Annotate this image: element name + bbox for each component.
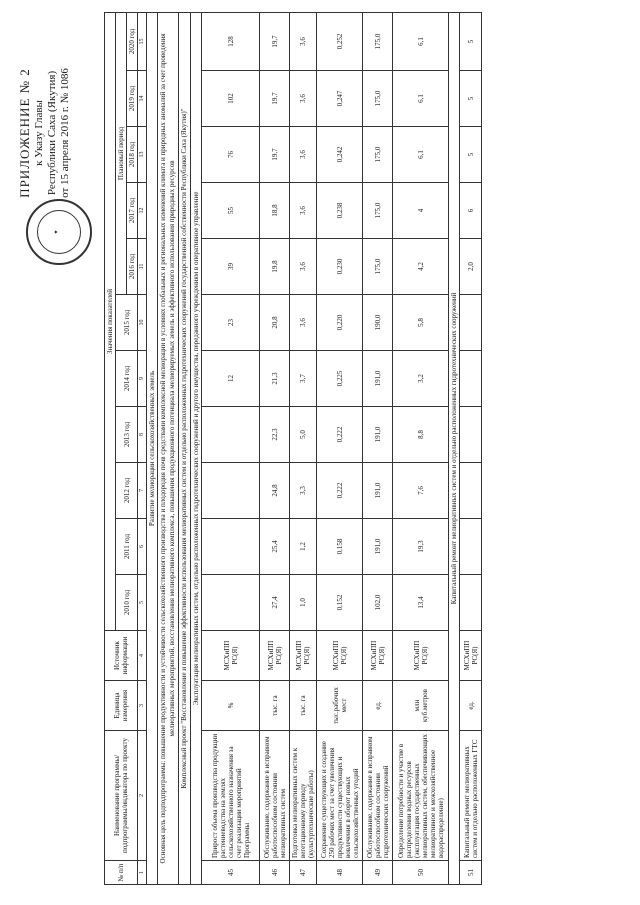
row-num: 47 bbox=[290, 861, 317, 885]
col-number: 11 bbox=[138, 239, 147, 295]
row-value: 102,0 bbox=[363, 575, 393, 631]
row-value: 22,3 bbox=[260, 407, 290, 463]
header-year-2013: 2013 год bbox=[116, 407, 138, 463]
row-source: МСХиПП РС(Я) bbox=[260, 631, 290, 681]
row-value: 5 bbox=[460, 71, 482, 127]
row-value: 190,0 bbox=[363, 295, 393, 351]
row-unit: ед. bbox=[460, 681, 482, 731]
table-row bbox=[260, 12, 290, 884]
row-value: 13,4 bbox=[393, 575, 449, 631]
row-unit: тыс. га bbox=[290, 681, 317, 731]
row-value: 20,8 bbox=[260, 295, 290, 351]
goal-text: Основная цель подподпрограммы: повышение продуктивности и устойчивости сельскохозяйственного производства и плодородия почв средствами комплексной мелиорации в условиях глобальных и региональных изменений климата и природных аномалий за счет проведения мелиоративных мероприятий, восстановления мелиоративного комплекса, повышения продукционного потенциала мелиорируемых земель и эффективного использования природных ресурсов bbox=[158, 12, 179, 884]
row-value: 0,222 bbox=[317, 463, 363, 519]
row-unit: тыс.рабочих мест bbox=[317, 681, 363, 731]
row-value: 191,0 bbox=[363, 519, 393, 575]
row-name: Обслуживание, содержание в исправном работоспособном состоянии гидротехнических сооружений bbox=[363, 731, 393, 861]
header-name: Наименование программы/подпрограммы/индикатора по проекту bbox=[105, 731, 138, 861]
row-value bbox=[202, 575, 260, 631]
row-value: 102 bbox=[202, 71, 260, 127]
header-year-2020: 2020 год bbox=[127, 12, 138, 70]
row-value bbox=[460, 575, 482, 631]
row-source: МСХиПП РС(Я) bbox=[393, 631, 449, 681]
row-value: 0,242 bbox=[317, 127, 363, 183]
row-value: 0,252 bbox=[317, 12, 363, 70]
row-value: 5,8 bbox=[393, 295, 449, 351]
row-source: МСХиПП РС(Я) bbox=[317, 631, 363, 681]
goal-row bbox=[158, 12, 179, 884]
row-value: 191,0 bbox=[363, 463, 393, 519]
row-name: Прирост объема производства продукции растениеводства на землях сельскохозяйственного назначения за счет реализации мероприятий Программы bbox=[202, 731, 260, 861]
col-number: 7 bbox=[138, 463, 147, 519]
col-number: 9 bbox=[138, 351, 147, 407]
header-plan-group: Плановый период bbox=[116, 12, 127, 294]
row-value: 0,238 bbox=[317, 183, 363, 239]
row-value: 19,7 bbox=[260, 127, 290, 183]
section2-row bbox=[449, 12, 460, 884]
row-value: 3,6 bbox=[290, 183, 317, 239]
row-value: 0,158 bbox=[317, 519, 363, 575]
row-value: 6,1 bbox=[393, 12, 449, 70]
row-value: 4,2 bbox=[393, 239, 449, 295]
row-value: 0,247 bbox=[317, 71, 363, 127]
row-value: 18,8 bbox=[260, 183, 290, 239]
row-value: 8,8 bbox=[393, 407, 449, 463]
row-value: 19,7 bbox=[260, 12, 290, 70]
header-year-2019: 2019 год bbox=[127, 71, 138, 127]
row-value: 21,3 bbox=[260, 351, 290, 407]
header-year-2015: 2015 год bbox=[116, 295, 138, 351]
row-value: 1,0 bbox=[290, 575, 317, 631]
row-source: МСХиПП РС(Я) bbox=[363, 631, 393, 681]
subprogram-row bbox=[147, 12, 158, 884]
header-year-2016: 2016 год bbox=[127, 239, 138, 295]
row-name: Сохранение существующих и создание 250 рабочих мест за счет увеличения продуктивности существующих и вовлечения в оборот новых сельскохозяйственных угодий bbox=[317, 731, 363, 861]
table-row bbox=[363, 12, 393, 884]
table-row bbox=[393, 12, 449, 884]
header-year-2014: 2014 год bbox=[116, 351, 138, 407]
row-value: 76 bbox=[202, 127, 260, 183]
row-value: 175,0 bbox=[363, 127, 393, 183]
row-value bbox=[460, 463, 482, 519]
appendix-line-3: от 15 апреля 2016 г. № 1086 bbox=[59, 68, 71, 198]
row-name: Капитальный ремонт мелиоративных систем и отдельно расположенных ГТС bbox=[460, 731, 482, 861]
row-value: 27,4 bbox=[260, 575, 290, 631]
indicators-table bbox=[104, 12, 482, 885]
row-value bbox=[460, 295, 482, 351]
section1-row bbox=[191, 12, 202, 884]
row-value: 6 bbox=[460, 183, 482, 239]
col-number: 12 bbox=[138, 183, 147, 239]
col-number: 1 bbox=[138, 861, 147, 885]
row-value: 3,6 bbox=[290, 239, 317, 295]
row-value: 3,6 bbox=[290, 12, 317, 70]
row-value: 191,0 bbox=[363, 351, 393, 407]
row-num: 49 bbox=[363, 861, 393, 885]
row-name: Обслуживание, содержание в исправном работоспособном состоянии мелиоративных систем bbox=[260, 731, 290, 861]
row-value: 175,0 bbox=[363, 183, 393, 239]
col-number: 2 bbox=[138, 731, 147, 861]
appendix-line-1: к Указу Главы bbox=[33, 100, 45, 166]
row-value: 19,7 bbox=[260, 71, 290, 127]
row-value: 7,6 bbox=[393, 463, 449, 519]
row-value: 0,225 bbox=[317, 351, 363, 407]
row-value bbox=[460, 351, 482, 407]
row-value: 175,0 bbox=[363, 12, 393, 70]
row-value bbox=[202, 407, 260, 463]
section1-title: Эксплуатация мелиоративных систем, отдельно расположенных гидротехнических сооружений и другого имущества, переданного учреждениям в оперативное управление bbox=[191, 12, 202, 884]
row-value: 3,6 bbox=[290, 71, 317, 127]
row-num: 46 bbox=[260, 861, 290, 885]
table-row bbox=[460, 12, 482, 884]
row-value: 5,0 bbox=[290, 407, 317, 463]
row-num: 48 bbox=[317, 861, 363, 885]
row-value: 3,3 bbox=[290, 463, 317, 519]
row-value: 5 bbox=[460, 127, 482, 183]
header-year-2017: 2017 год bbox=[127, 183, 138, 239]
row-value bbox=[202, 519, 260, 575]
row-value: 0,152 bbox=[317, 575, 363, 631]
official-seal bbox=[26, 199, 92, 265]
row-value: 3,7 bbox=[290, 351, 317, 407]
header-year-2012: 2012 год bbox=[116, 463, 138, 519]
row-unit: % bbox=[202, 681, 260, 731]
row-unit: ед. bbox=[363, 681, 393, 731]
row-value: 3,2 bbox=[393, 351, 449, 407]
seal-center: ✦ bbox=[54, 229, 60, 235]
table-row bbox=[290, 12, 317, 884]
row-name: Определение потребности и участие в распределении водных ресурсов (эксплуатация государственных мелиоративных систем, обеспечивающих мелиоративное и межхозяйственное водораспределение) bbox=[393, 731, 449, 861]
row-value: 3,6 bbox=[290, 127, 317, 183]
col-number: 8 bbox=[138, 407, 147, 463]
indicator-rows bbox=[202, 12, 449, 884]
row-value: 6,1 bbox=[393, 71, 449, 127]
row-num: 51 bbox=[460, 861, 482, 885]
row-unit: тыс. га bbox=[260, 681, 290, 731]
row-num: 45 bbox=[202, 861, 260, 885]
col-number: 13 bbox=[138, 127, 147, 183]
row-value: 175,0 bbox=[363, 71, 393, 127]
header-year-2018: 2018 год bbox=[127, 127, 138, 183]
project-row bbox=[179, 12, 191, 884]
row-value: 19,3 bbox=[393, 519, 449, 575]
header-values-group: Значения показателей bbox=[105, 12, 116, 630]
row-num: 50 bbox=[393, 861, 449, 885]
row-value bbox=[460, 519, 482, 575]
header-year-2010: 2010 год bbox=[116, 575, 138, 631]
appendix-line-2: Республики Саха (Якутия) bbox=[46, 70, 58, 196]
row-value: 4 bbox=[393, 183, 449, 239]
row-value: 3,6 bbox=[290, 295, 317, 351]
col-number: 3 bbox=[138, 681, 147, 731]
row-value: 24,8 bbox=[260, 463, 290, 519]
row-value: 128 bbox=[202, 12, 260, 70]
row-value: 2,0 bbox=[460, 239, 482, 295]
col-number: 6 bbox=[138, 519, 147, 575]
row-value: 23 bbox=[202, 295, 260, 351]
col-number: 15 bbox=[138, 12, 147, 70]
row-name: Подготовка мелиоративных систем к вегетационному периоду (культуртехнические работы) bbox=[290, 731, 317, 861]
row-value: 39 bbox=[202, 239, 260, 295]
row-unit: млн куб.метров bbox=[393, 681, 449, 731]
header-num: № п/п bbox=[105, 861, 138, 885]
table-row bbox=[202, 12, 260, 884]
appendix-title: ПРИЛОЖЕНИЕ № 2 bbox=[17, 68, 32, 198]
row-value: 191,0 bbox=[363, 407, 393, 463]
row-source: МСХиПП РС(Я) bbox=[290, 631, 317, 681]
col-number: 14 bbox=[138, 71, 147, 127]
row-value: 25,4 bbox=[260, 519, 290, 575]
row-value: 0,222 bbox=[317, 407, 363, 463]
table-row bbox=[317, 12, 363, 884]
row-value: 175,0 bbox=[363, 239, 393, 295]
project-title: Комплексный проект "Восстановление и повышение эффективности использования мелиоративных систем и отдельно расположенных гидротехнических сооружений государственной собственности Республики Саха (Якутия)" bbox=[179, 12, 191, 884]
row-value bbox=[460, 407, 482, 463]
column-numbers-row bbox=[138, 12, 147, 884]
subprogram-title: Развитие мелиорации сельскохозяйственных земель bbox=[147, 12, 158, 884]
row-value: 1,2 bbox=[290, 519, 317, 575]
header-source: Источник информации bbox=[105, 631, 138, 681]
col-number: 10 bbox=[138, 295, 147, 351]
row-value: 0,230 bbox=[317, 239, 363, 295]
row-value: 12 bbox=[202, 351, 260, 407]
col-number: 5 bbox=[138, 575, 147, 631]
header-unit: Единица измерения bbox=[105, 681, 138, 731]
row-value bbox=[202, 463, 260, 519]
header-row-1 bbox=[105, 12, 116, 884]
header-year-2011: 2011 год bbox=[116, 519, 138, 575]
row-value: 19,8 bbox=[260, 239, 290, 295]
row-source: МСХиПП РС(Я) bbox=[460, 631, 482, 681]
row-value: 5 bbox=[460, 12, 482, 70]
row-value: 55 bbox=[202, 183, 260, 239]
col-number: 4 bbox=[138, 631, 147, 681]
row-source: МСХиПП РС(Я) bbox=[202, 631, 260, 681]
row-value: 6,1 bbox=[393, 127, 449, 183]
row-value: 0,220 bbox=[317, 295, 363, 351]
section2-title: Капитальный ремонт мелиоративных систем и отдельно расположенных гидротехнических сооружений bbox=[449, 12, 460, 884]
